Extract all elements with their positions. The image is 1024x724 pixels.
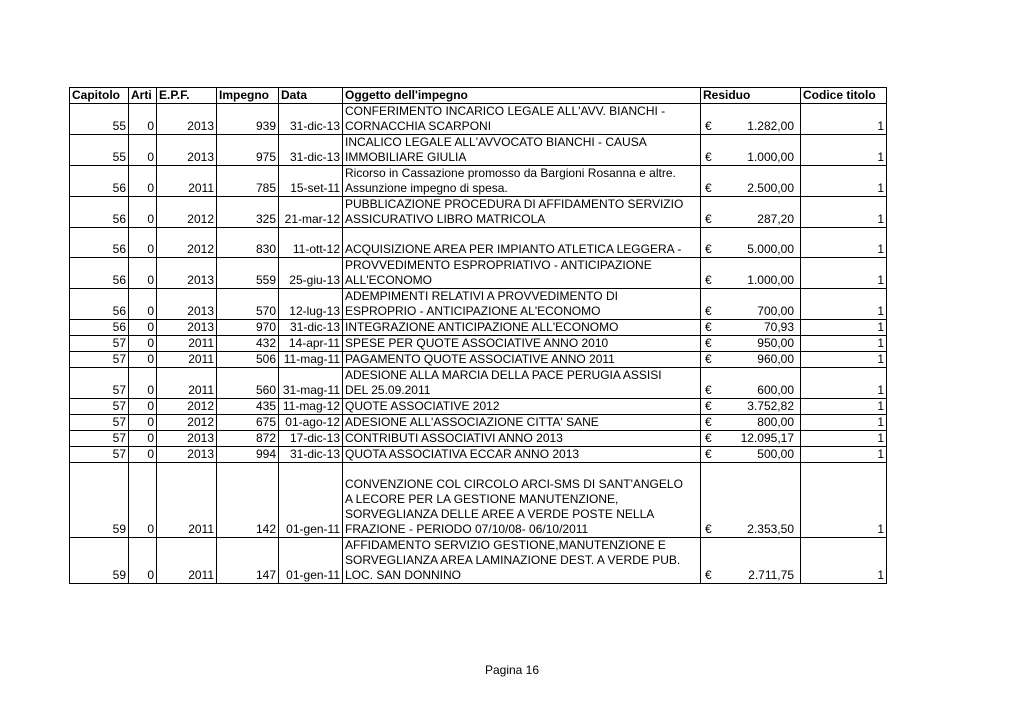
cell-impegno: 432	[217, 336, 279, 352]
cell-codice: 1	[801, 431, 887, 447]
euro-symbol: €	[705, 522, 712, 536]
cell-oggetto	[343, 538, 701, 584]
cell-arti: 0	[129, 463, 157, 538]
residuo-value: 1.000,00	[747, 273, 794, 287]
euro-symbol: €	[705, 304, 712, 318]
cell-data: 01-gen-11	[279, 538, 343, 584]
cell-epf: 2013	[157, 320, 217, 336]
cell-codice: 1	[801, 463, 887, 538]
cell-residuo	[701, 104, 801, 135]
cell-epf: 2013	[157, 289, 217, 320]
cell-impegno: 994	[217, 447, 279, 463]
cell-capitolo: 59	[70, 538, 129, 584]
cell-residuo	[701, 538, 801, 584]
cell-residuo	[701, 197, 801, 228]
cell-impegno: 435	[217, 399, 279, 415]
oggetto-line: CONVENZIONE COL CIRCOLO ARCI-SMS DI SANT'ANGELO	[345, 477, 683, 491]
cell-codice: 1	[801, 368, 887, 399]
cell-arti: 0	[129, 336, 157, 352]
cell-codice: 1	[801, 258, 887, 289]
cell-epf: 2011	[157, 463, 217, 538]
cell-epf: 2011	[157, 352, 217, 368]
cell-epf: 2012	[157, 197, 217, 228]
cell-oggetto	[343, 320, 701, 336]
cell-data: 31-dic-13	[279, 135, 343, 166]
cell-oggetto	[343, 104, 701, 135]
cell-epf: 2013	[157, 447, 217, 463]
table-row	[70, 289, 887, 320]
cell-oggetto	[343, 447, 701, 463]
table-row	[70, 104, 887, 135]
oggetto-line: QUOTE ASSOCIATIVE 2012	[345, 399, 500, 413]
cell-capitolo: 56	[70, 289, 129, 320]
oggetto-line: ESPROPRIO - ANTICIPAZIONE AL'ECONOMO	[345, 304, 601, 318]
cell-oggetto	[343, 463, 701, 538]
euro-symbol: €	[705, 273, 712, 287]
cell-epf: 2013	[157, 431, 217, 447]
header-codice: Codice titolo	[801, 88, 887, 104]
cell-capitolo: 59	[70, 463, 129, 538]
cell-codice: 1	[801, 336, 887, 352]
cell-impegno: 785	[217, 166, 279, 197]
euro-symbol: €	[705, 119, 712, 133]
cell-data: 25-giu-13	[279, 258, 343, 289]
residuo-value: 1.282,00	[747, 119, 794, 133]
cell-impegno: 506	[217, 352, 279, 368]
cell-oggetto	[343, 336, 701, 352]
table-row	[70, 228, 887, 258]
table-row	[70, 538, 887, 584]
cell-data: 11-mag-12	[279, 399, 343, 415]
cell-residuo	[701, 368, 801, 399]
table-row	[70, 135, 887, 166]
cell-impegno: 570	[217, 289, 279, 320]
cell-oggetto	[343, 197, 701, 228]
residuo-value: 2.711,75	[748, 568, 794, 582]
oggetto-line: FRAZIONE - PERIODO 07/10/08- 06/10/2011	[345, 522, 589, 536]
oggetto-line: Ricorso in Cassazione promosso da Bargioni Rosanna e altre.	[345, 166, 676, 180]
table-row	[70, 431, 887, 447]
euro-symbol: €	[705, 242, 712, 256]
residuo-value: 12.095,17	[740, 431, 794, 445]
cell-residuo	[701, 399, 801, 415]
cell-capitolo: 57	[70, 352, 129, 368]
header-residuo: Residuo	[701, 88, 801, 104]
euro-symbol: €	[705, 320, 712, 334]
cell-arti: 0	[129, 415, 157, 431]
cell-codice: 1	[801, 352, 887, 368]
residuo-value: 2.353,50	[747, 522, 794, 536]
euro-symbol: €	[705, 383, 712, 397]
cell-epf: 2011	[157, 538, 217, 584]
cell-residuo	[701, 352, 801, 368]
cell-epf: 2012	[157, 415, 217, 431]
oggetto-line: INTEGRAZIONE ANTICIPAZIONE ALL'ECONOMO	[345, 320, 619, 334]
oggetto-line: CONFERIMENTO INCARICO LEGALE ALL'AVV. BIANCHI -	[345, 104, 666, 118]
oggetto-line: CONTRIBUTI ASSOCIATIVI ANNO 2013	[345, 431, 563, 445]
cell-capitolo: 56	[70, 197, 129, 228]
cell-codice: 1	[801, 289, 887, 320]
oggetto-line: IMMOBILIARE GIULIA	[345, 150, 467, 164]
cell-arti: 0	[129, 166, 157, 197]
cell-impegno: 872	[217, 431, 279, 447]
cell-epf: 2011	[157, 368, 217, 399]
cell-capitolo: 57	[70, 415, 129, 431]
cell-codice: 1	[801, 228, 887, 258]
oggetto-line: ACQUISIZIONE AREA PER IMPIANTO ATLETICA LEGGERA -	[345, 242, 682, 256]
cell-capitolo: 57	[70, 447, 129, 463]
cell-residuo	[701, 258, 801, 289]
euro-symbol: €	[705, 212, 712, 226]
residuo-value: 800,00	[757, 415, 794, 429]
cell-data: 01-ago-12	[279, 415, 343, 431]
cell-codice: 1	[801, 197, 887, 228]
table-row	[70, 447, 887, 463]
oggetto-line: SORVEGLIANZA DELLE AREE A VERDE POSTE NELLA	[345, 507, 655, 521]
cell-oggetto	[343, 415, 701, 431]
cell-capitolo: 57	[70, 399, 129, 415]
cell-residuo	[701, 289, 801, 320]
cell-capitolo: 57	[70, 368, 129, 399]
cell-epf: 2011	[157, 336, 217, 352]
euro-symbol: €	[705, 399, 712, 413]
cell-residuo	[701, 166, 801, 197]
oggetto-line: SPESE PER QUOTE ASSOCIATIVE ANNO 2010	[345, 336, 609, 350]
cell-capitolo: 56	[70, 228, 129, 258]
oggetto-line: CORNACCHIA SCARPONI	[345, 119, 492, 133]
cell-codice: 1	[801, 166, 887, 197]
cell-epf: 2012	[157, 399, 217, 415]
cell-arti: 0	[129, 538, 157, 584]
oggetto-line: A LECORE PER LA GESTIONE MANUTENZIONE,	[345, 492, 619, 506]
euro-symbol: €	[705, 415, 712, 429]
cell-impegno: 675	[217, 415, 279, 431]
cell-impegno: 560	[217, 368, 279, 399]
euro-symbol: €	[705, 352, 712, 366]
oggetto-line: PUBBLICAZIONE PROCEDURA DI AFFIDAMENTO SERVIZIO	[345, 197, 684, 211]
euro-symbol: €	[705, 336, 712, 350]
cell-data: 21-mar-12	[279, 197, 343, 228]
cell-oggetto	[343, 368, 701, 399]
header-oggetto: Oggetto dell'impegno	[343, 88, 701, 104]
table-row	[70, 336, 887, 352]
residuo-value: 950,00	[757, 336, 794, 350]
cell-arti: 0	[129, 447, 157, 463]
cell-capitolo: 56	[70, 258, 129, 289]
cell-arti: 0	[129, 431, 157, 447]
header-impegno: Impegno	[217, 88, 279, 104]
cell-codice: 1	[801, 415, 887, 431]
cell-data: 11-mag-11	[279, 352, 343, 368]
cell-capitolo: 56	[70, 320, 129, 336]
oggetto-line: AFFIDAMENTO SERVIZIO GESTIONE,MANUTENZIONE E	[345, 538, 666, 552]
cell-codice: 1	[801, 320, 887, 336]
table-row	[70, 197, 887, 228]
oggetto-line: Assunzione impegno di spesa.	[345, 181, 508, 195]
cell-oggetto	[343, 135, 701, 166]
cell-epf: 2012	[157, 228, 217, 258]
table-row	[70, 463, 887, 538]
euro-symbol: €	[705, 150, 712, 164]
residuo-value: 500,00	[757, 447, 794, 461]
oggetto-line: SORVEGLIANZA AREA LAMINAZIONE DEST. A VERDE PUB.	[345, 553, 681, 567]
residuo-value: 287,20	[757, 212, 794, 226]
cell-impegno: 325	[217, 197, 279, 228]
table-row	[70, 258, 887, 289]
cell-epf: 2011	[157, 166, 217, 197]
table-row	[70, 368, 887, 399]
cell-epf: 2013	[157, 104, 217, 135]
cell-epf: 2013	[157, 258, 217, 289]
table-row	[70, 399, 887, 415]
oggetto-line: DEL 25.09.2011	[345, 383, 431, 397]
cell-oggetto	[343, 352, 701, 368]
cell-residuo	[701, 431, 801, 447]
header-capitolo: Capitolo	[70, 88, 129, 104]
cell-impegno: 975	[217, 135, 279, 166]
euro-symbol: €	[705, 431, 712, 445]
cell-residuo	[701, 336, 801, 352]
oggetto-line: ADESIONE ALL'ASSOCIAZIONE CITTA' SANE	[345, 415, 599, 429]
cell-oggetto	[343, 258, 701, 289]
cell-codice: 1	[801, 399, 887, 415]
oggetto-line: ASSICURATIVO LIBRO MATRICOLA	[345, 212, 546, 226]
cell-impegno: 142	[217, 463, 279, 538]
euro-symbol: €	[705, 568, 712, 582]
residuo-value: 700,00	[757, 304, 794, 318]
table-row	[70, 166, 887, 197]
cell-codice: 1	[801, 135, 887, 166]
cell-capitolo: 55	[70, 135, 129, 166]
page-number: Pagina 16	[484, 663, 540, 677]
euro-symbol: €	[705, 447, 712, 461]
cell-arti: 0	[129, 320, 157, 336]
oggetto-line: INCALICO LEGALE ALL'AVVOCATO BIANCHI - CAUSA	[345, 135, 647, 149]
oggetto-line: ALL'ECONOMO	[345, 273, 432, 287]
cell-arti: 0	[129, 228, 157, 258]
header-arti: Arti	[129, 88, 157, 104]
residuo-value: 600,00	[757, 383, 794, 397]
cell-data: 12-lug-13	[279, 289, 343, 320]
residuo-value: 5.000,00	[747, 242, 794, 256]
cell-codice: 1	[801, 104, 887, 135]
oggetto-line: PROVVEDIMENTO ESPROPRIATIVO - ANTICIPAZIONE	[345, 258, 652, 272]
cell-arti: 0	[129, 399, 157, 415]
cell-data: 31-mag-11	[279, 368, 343, 399]
residuo-value: 960,00	[757, 352, 794, 366]
cell-oggetto	[343, 228, 701, 258]
cell-residuo	[701, 447, 801, 463]
cell-codice: 1	[801, 538, 887, 584]
cell-data: 11-ott-12	[279, 228, 343, 258]
cell-data: 15-set-11	[279, 166, 343, 197]
oggetto-line: ADEMPIMENTI RELATIVI A PROVVEDIMENTO DI	[345, 289, 618, 303]
cell-epf: 2013	[157, 135, 217, 166]
cell-oggetto	[343, 289, 701, 320]
cell-residuo	[701, 415, 801, 431]
header-row	[70, 88, 887, 104]
cell-residuo	[701, 320, 801, 336]
cell-arti: 0	[129, 135, 157, 166]
cell-capitolo: 57	[70, 336, 129, 352]
cell-data: 01-gen-11	[279, 463, 343, 538]
cell-oggetto	[343, 166, 701, 197]
cell-arti: 0	[129, 104, 157, 135]
residuo-value: 1.000,00	[747, 150, 794, 164]
residuo-value: 70,93	[763, 320, 794, 334]
cell-arti: 0	[129, 258, 157, 289]
cell-impegno: 830	[217, 228, 279, 258]
oggetto-line: LOC. SAN DONNINO	[345, 568, 462, 582]
cell-codice: 1	[801, 447, 887, 463]
cell-data: 31-dic-13	[279, 320, 343, 336]
residuo-value: 2.500,00	[747, 181, 794, 195]
header-epf: E.P.F.	[157, 88, 217, 104]
impegni-table	[69, 87, 887, 584]
cell-arti: 0	[129, 289, 157, 320]
table-row	[70, 415, 887, 431]
cell-data: 14-apr-11	[279, 336, 343, 352]
cell-impegno: 939	[217, 104, 279, 135]
cell-data: 31-dic-13	[279, 447, 343, 463]
cell-data: 17-dic-13	[279, 431, 343, 447]
cell-arti: 0	[129, 352, 157, 368]
cell-residuo	[701, 463, 801, 538]
cell-residuo	[701, 135, 801, 166]
oggetto-line: PAGAMENTO QUOTE ASSOCIATIVE ANNO 2011	[345, 352, 615, 366]
residuo-value: 3.752,82	[747, 399, 794, 413]
cell-impegno: 559	[217, 258, 279, 289]
cell-arti: 0	[129, 197, 157, 228]
cell-capitolo: 57	[70, 431, 129, 447]
cell-capitolo: 56	[70, 166, 129, 197]
cell-capitolo: 55	[70, 104, 129, 135]
oggetto-line: ADESIONE ALLA MARCIA DELLA PACE PERUGIA ASSISI	[345, 368, 662, 382]
cell-residuo	[701, 228, 801, 258]
cell-oggetto	[343, 399, 701, 415]
table-row	[70, 320, 887, 336]
cell-oggetto	[343, 431, 701, 447]
cell-impegno: 147	[217, 538, 279, 584]
header-data: Data	[279, 88, 343, 104]
cell-data: 31-dic-13	[279, 104, 343, 135]
cell-arti: 0	[129, 368, 157, 399]
euro-symbol: €	[705, 181, 712, 195]
table-row	[70, 352, 887, 368]
oggetto-line: QUOTA ASSOCIATIVA ECCAR ANNO 2013	[345, 447, 580, 461]
cell-impegno: 970	[217, 320, 279, 336]
